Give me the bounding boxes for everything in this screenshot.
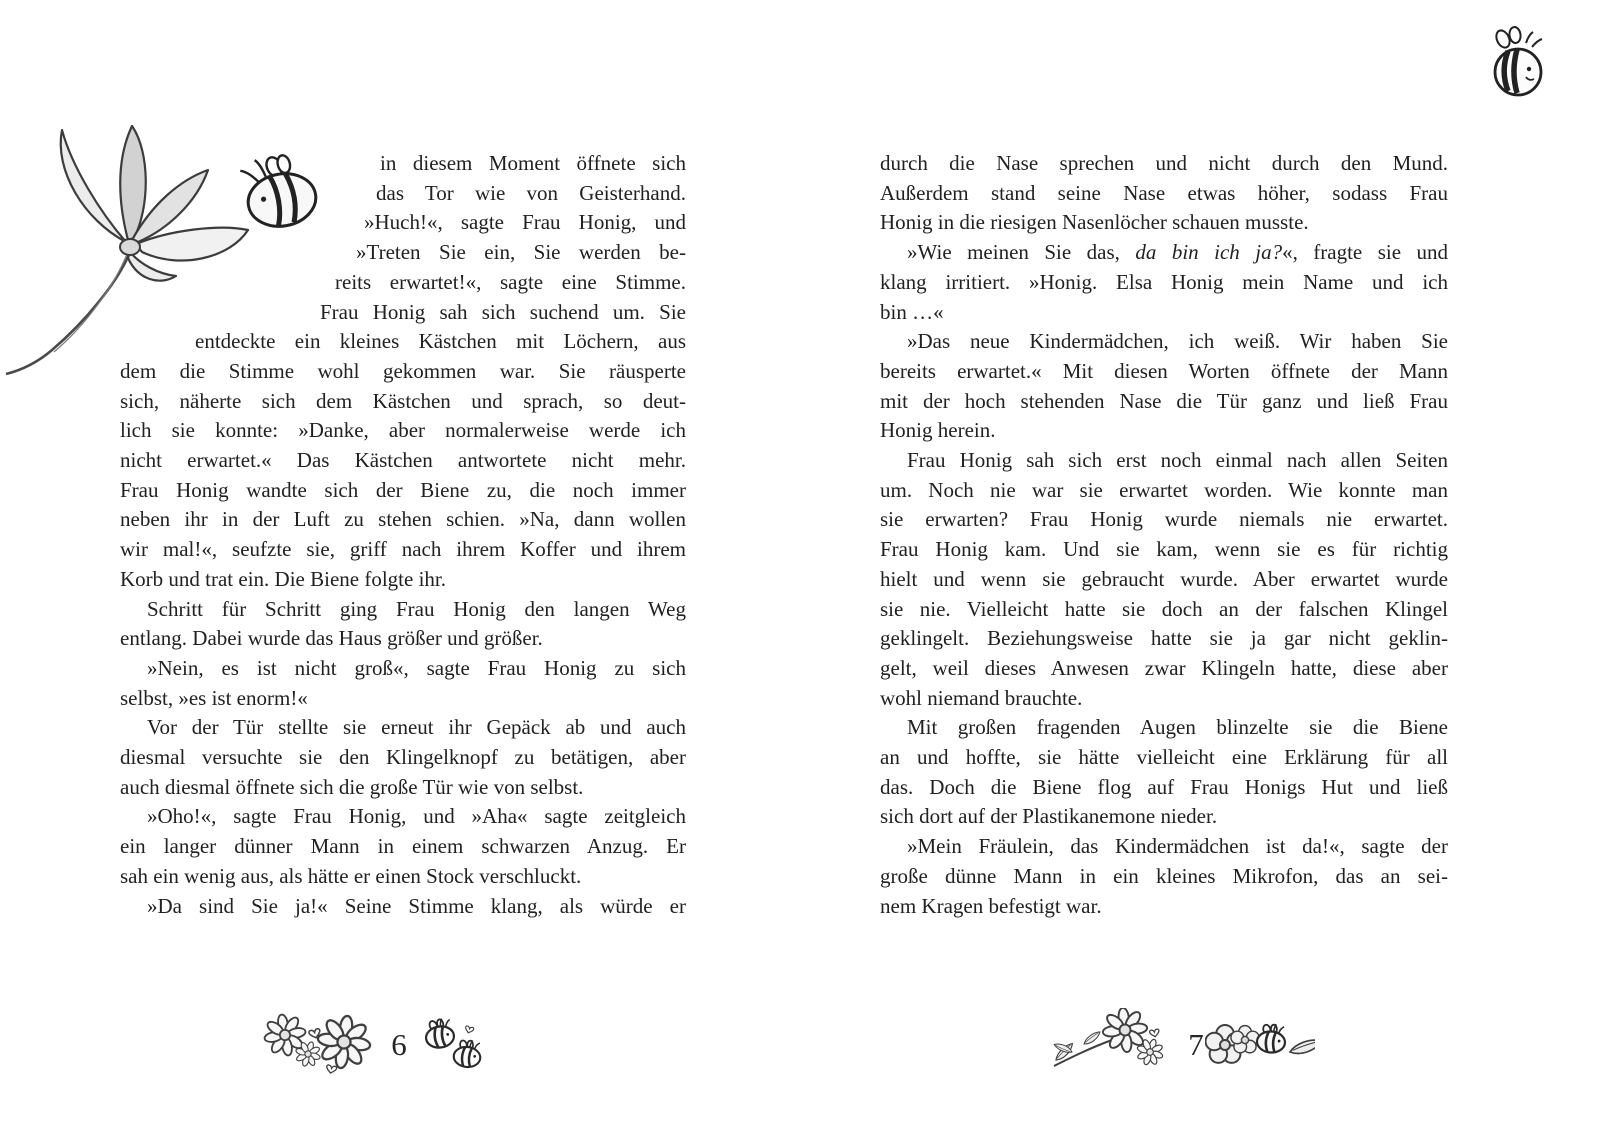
page-number-left: 6 xyxy=(391,1027,407,1062)
branch-icon xyxy=(1053,1030,1112,1066)
heart-icon xyxy=(326,1065,337,1074)
text-line: nicht erwartet.« Das Kästchen antwortete nicht mehr. xyxy=(120,448,686,473)
text-line: entlang. Dabei wurde das Haus größer und größer. xyxy=(120,626,543,651)
text-line: »Huch!«, sagte Frau Honig, und xyxy=(364,210,686,235)
text-line: »Da sind Sie ja!« Seine Stimme klang, als würde er xyxy=(147,893,686,918)
bee-icon xyxy=(453,1039,482,1069)
text-line: geklingelt. Beziehungsweise hatte sie ja gar nicht geklin- xyxy=(880,626,1448,651)
text-line: »Oho!«, sagte Frau Honig, und »Aha« sagte zeitgleich xyxy=(147,804,686,829)
text-line: klang irritiert. »Honig. Elsa Honig mein Name und ich xyxy=(880,269,1448,294)
text-line: ein langer dünner Mann in einem schwarzen Anzug. Er xyxy=(120,834,686,859)
text-segment: «, fragte sie und xyxy=(1282,240,1448,265)
page-right-text xyxy=(880,149,1448,921)
bee-icon xyxy=(424,1017,456,1049)
daisy-icon xyxy=(314,1012,373,1071)
text-line: nem Kragen befestigt war. xyxy=(880,893,1102,918)
text-line: auch diesmal öffnete sich die große Tür wie von selbst. xyxy=(120,774,584,799)
text-line: »Treten Sie ein, Sie werden be- xyxy=(356,240,686,265)
text-line: an und hoffte, sie hätte vielleicht eine Erklärung für all xyxy=(880,745,1448,770)
text-segment: »Wie meinen Sie das, xyxy=(907,240,1136,265)
text-line: »Mein Fräulein, das Kindermädchen ist da!«, sagte der xyxy=(907,834,1448,859)
text-line: das. Doch die Biene flog auf Frau Honigs Hut und ließ xyxy=(880,774,1448,799)
text-line: große dünne Mann in ein kleines Mikrofon, das an sei- xyxy=(880,863,1448,888)
text-line: Schritt für Schritt ging Frau Honig den langen Weg xyxy=(147,596,686,621)
text-line: sah ein wenig aus, als hätte er einen Stock verschluckt. xyxy=(120,863,582,888)
text-line: lich sie konnte: »Danke, aber normalerweise werde ich xyxy=(120,418,686,443)
left-footer-flowers xyxy=(256,1008,378,1086)
bee-icon xyxy=(1486,26,1546,100)
right-footer-right-cluster xyxy=(1205,1012,1315,1074)
text-line: Honig herein. xyxy=(880,418,996,443)
text-line: dem die Stimme wohl gekommen war. Sie räusperte xyxy=(120,358,686,383)
heart-icon xyxy=(1149,1029,1160,1038)
page-number-right: 7 xyxy=(1188,1027,1204,1062)
text-line: durch die Nase sprechen und nicht durch den Mund. xyxy=(880,151,1448,175)
text-line: wohl niemand brauchte. xyxy=(880,685,1083,710)
text-line: sich dort auf der Plastikanemone nieder. xyxy=(880,804,1218,829)
text-line: neben ihr in der Luft zu stehen schien. »Na, dann wollen xyxy=(120,507,686,532)
blossom-icon xyxy=(1231,1026,1259,1053)
text-line: das Tor wie von Geisterhand. xyxy=(376,180,686,205)
text-line: hielt und wenn sie gebraucht wurde. Aber erwartet wurde xyxy=(880,566,1448,591)
leaf-icon xyxy=(1289,1038,1315,1056)
text-line: Mit großen fragenden Augen blinzelte sie die Biene xyxy=(907,715,1448,740)
text-line: Honig in die riesigen Nasenlöcher schauen musste. xyxy=(880,210,1309,235)
page-left-text xyxy=(120,149,686,921)
text-line: mit der hoch stehenden Nase die Tür ganz und ließ Frau xyxy=(880,388,1448,413)
bee-icon xyxy=(1256,1023,1286,1053)
text-line: Vor der Tür stellte sie erneut ihr Gepäck ab und auch xyxy=(147,715,686,740)
text-line: wir mal!«, seufzte sie, griff nach ihrem Koffer und ihrem xyxy=(120,537,686,562)
text-line-with-italic xyxy=(880,238,1448,268)
text-line: »Nein, es ist nicht groß«, sagte Frau Honig zu sich xyxy=(147,655,686,680)
text-line: Außerdem stand seine Nase etwas höher, sodass Frau xyxy=(880,180,1448,205)
heart-icon xyxy=(464,1026,474,1034)
text-line: Frau Honig sah sich suchend um. Sie xyxy=(320,299,686,324)
text-line: Frau Honig sah sich erst noch einmal nach allen Seiten xyxy=(907,448,1448,473)
text-line: sie erwarten? Frau Honig wurde niemals nie erwartet. xyxy=(880,507,1448,532)
text-line: Frau Honig kam. Und sie kam, wenn sie es für richtig xyxy=(880,537,1448,562)
text-line: Korb und trat ein. Die Biene folgte ihr. xyxy=(120,566,447,591)
text-line: sich, näherte sich dem Kästchen und sprach, so deut- xyxy=(120,388,686,413)
text-line: diesmal versuchte sie den Klingelknopf zu betätigen, aber xyxy=(120,745,686,770)
text-line: Frau Honig wandte sich der Biene zu, die noch immer xyxy=(120,477,686,502)
text-line: bereits erwartet.« Mit diesen Worten öffnete der Mann xyxy=(880,358,1448,383)
text-line: »Das neue Kindermädchen, ich weiß. Wir haben Sie xyxy=(907,329,1448,354)
text-line: in diesem Moment öffnete sich xyxy=(380,151,686,175)
text-line: sie nie. Vielleicht hatte sie doch an der falschen Klingel xyxy=(880,596,1448,621)
text-line: bin …« xyxy=(880,299,944,324)
text-line: selbst, »es ist enorm!« xyxy=(120,685,308,710)
text-line: reits erwartet!«, sagte eine Stimme. xyxy=(335,269,686,294)
italic-text-segment: da bin ich ja? xyxy=(1135,240,1283,265)
text-line: entdeckte ein kleines Kästchen mit Löchern, aus xyxy=(195,329,686,354)
right-footer-left-cluster xyxy=(1040,1008,1170,1078)
left-footer-bees xyxy=(412,1000,486,1072)
text-line: gelt, weil dieses Anwesen zwar Klingeln hatte, diese aber xyxy=(880,655,1448,680)
text-line: um. Noch nie war sie erwartet worden. Wie konnte man xyxy=(880,477,1448,502)
